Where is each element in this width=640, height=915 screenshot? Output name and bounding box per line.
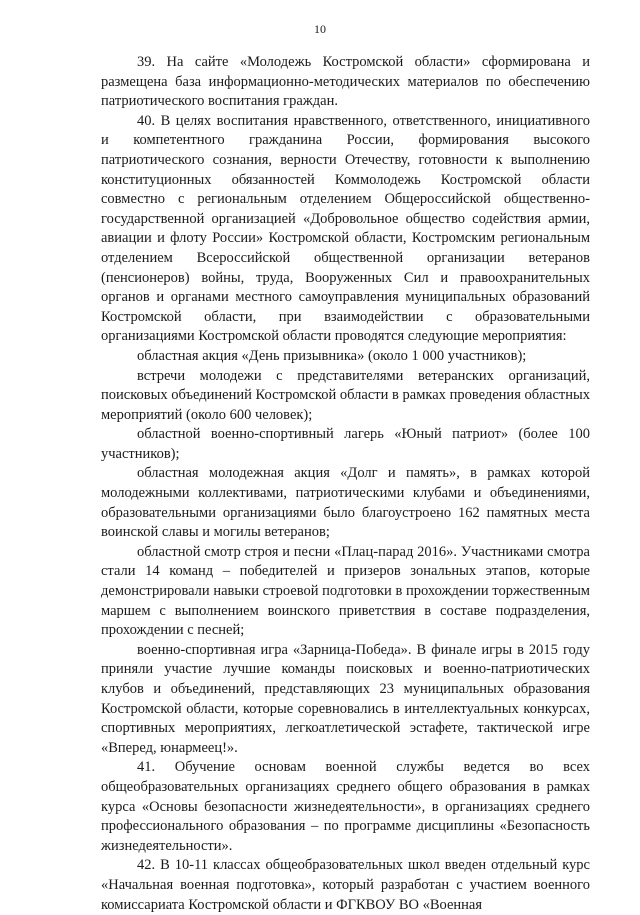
list-item: военно-спортивная игра «Зарница-Победа». В финале игры в 2015 году приняли участие лучшие команды поисковых и военно-патриотических клубов и объединений, представляющих 23 муниципальных образования Костромской области, которые соревновались в интеллектуальных конкурсах, спортивных мероприятиях, легкоатлетической эстафете, тактической игре «Вперед, юнармеец!». xyxy=(101,641,590,756)
list-item: областной военно-спортивный лагерь «Юный патриот» (более 100 участников); xyxy=(101,426,590,462)
paragraph-41: 41. Обучение основам военной службы ведется во всех общеобразовательных организациях среднего общего образования в рамках курса «Основы безопасности жизнедеятельности», в организациях среднего профессионального образования – по программе дисциплины «Безопасность жизнедеятельности». xyxy=(101,759,590,854)
paragraph-40: 40. В целях воспитания нравственного, ответственного, инициативного и компетентного гражданина России, формирования высокого патриотического сознания, верности Отечеству, готовности к выполнению конституционных обязанностей Коммолодежь Костромской области совместно с региональным отделением Общероссийской общественно-государственной организацией «Добровольное общество содействия армии, авиации и флоту России» Костромской области, Костромским региональным отделением Всероссийской общественной организации ветеранов (пенсионеров) войны, труда, Вооруженных Сил и правоохранительных органов и органами местного самоуправления муниципальных образований Костромской области, при взаимодействии с образовательными организациями Костромской области проводятся следующие мероприятия: xyxy=(101,112,590,345)
list-item: областной смотр строя и песни «Плац-парад 2016». Участниками смотра стали 14 команд – победителей и призеров зональных этапов, которые демонстрировали навыки строевой подготовки в прохождении торжественным маршем с выполнением воинского приветствия в составе подразделения, прохождении с песней; xyxy=(101,543,590,639)
page-number: 10 xyxy=(314,22,326,36)
document-body xyxy=(101,53,590,915)
list-item: областная молодежная акция «Долг и память», в рамках которой молодежными коллективами, патриотическими клубами и объединениями, образовательными организациями было благоустроено 162 памятных места воинской славы и могилы ветеранов; xyxy=(101,465,590,541)
list-item: областная акция «День призывника» (около 1 000 участников); xyxy=(137,347,527,364)
paragraph-39: 39. На сайте «Молодежь Костромской области» сформирована и размещена база информационно-методических материалов по обеспечению патриотического воспитания граждан. xyxy=(101,54,590,110)
paragraph-42: 42. В 10-11 классах общеобразовательных школ введен отдельный курс «Начальная военная подготовка», который разработан с участием военного комиссариата Костромской области и ФГКВОУ ВО «Военная xyxy=(101,857,590,913)
list-item: встречи молодежи с представителями ветеранских организаций, поисковых объединений Костромской области в рамках проведения областных мероприятий (около 600 человек); xyxy=(101,367,590,423)
